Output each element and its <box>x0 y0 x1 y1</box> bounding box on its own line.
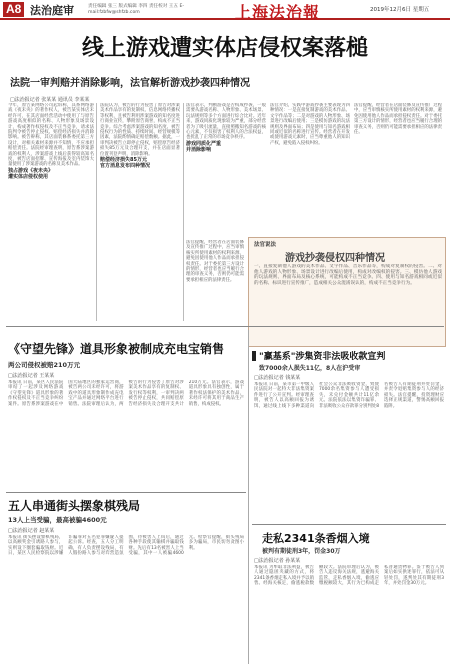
main-section-6: 并消除影响 <box>186 147 212 154</box>
article4-byline: □法治报记者 钱某某 <box>254 375 301 381</box>
main-column-3 <box>186 103 266 233</box>
main-column-1 <box>8 103 94 321</box>
column-divider <box>96 103 97 321</box>
page-number: A8 <box>3 2 24 17</box>
section-divider <box>6 492 246 493</box>
main-col5-text: 法官提醒，经营者在店面装修及宣传推广过程中，应当审慎核实所使用素材的权利来源，避免因使用他人作品而承担侵权责任。对于委托第三方设计的情形，经营者也应当履行合理的审查义务，否则仍可能需要承担相应的法律责任。 <box>354 103 442 136</box>
column-divider <box>183 103 184 321</box>
main-col2-text: 法院认为，被告的行为侵害了原告对涉案美术作品享有的复制权、信息网络传播权等权利，且被告利用涉案游戏的知名度进行商业宣传，攀附原告商誉，构成不正当竞争。综合考虑涉案游戏的知名度、被告侵权行为的性质、持续时间、经营规模等因素，法院酌情确定赔偿数额。据此，一审判决被告立即停止侵权，赔偿原告经济损失85万元及合理开支，并在店面显著位置刊登声明，消除影响。 <box>100 103 180 157</box>
article5-byline: □法治报记者 孙某某 <box>254 558 301 564</box>
article4-body <box>254 382 444 520</box>
editor-info: 责任编辑 张三 版式编辑 李四 责任校对 王五 E-mail:fzbfw@shfzb.com <box>88 4 185 15</box>
main-section-1: 独占游戏《夜未央》 <box>8 167 54 174</box>
article2-body <box>8 380 244 488</box>
article3-subhead: 13人上当受骗，最高被骗4600元 <box>8 516 107 524</box>
main-byline: □法治报记者 张某某 通讯员 李某某 <box>10 97 90 103</box>
article4-headline: "赢基系"涉集资非法吸收款宣判 <box>259 352 386 362</box>
article4-text: 本报讯 日前，某市第一中级人民法院对一起特大非法集资案件进行了公开宣判。经审理查明，被告人以高额回报为诱饵，通过线上线下多种渠道向社会公众非法吸收资金，致使7000余名集资参与人遭受损失，未兑付金额共计11亿余元。法院依法以集资诈骗罪、非法吸收公众存款罪分别判处8名被告人有期徒刑并处罚金，并责令退赔集资参与人的经济损失。法官提醒，投资理财应选择正规渠道，警惕高额回报陷阱。 <box>254 382 444 409</box>
main-section-4: 官方消息发布四种情况 <box>100 163 151 170</box>
box-text: 一、直接复制他人游戏的美术作品、文字作品、音乐作品等，构成对复制权的侵害。二、对他人游戏的人物形象、场景设计进行改编后使用，构成对改编权的侵害。三、模仿他人游戏的玩法规则、界面布局及核心系统，可能构成不正当竞争。四、使用与知名游戏相同或近似的名称、标识进行宣传推广，造成相关公众混淆误认的，构成不正当竞争行为。 <box>254 264 442 286</box>
article2-headline: 《守望先锋》道具形象被制成充电宝销售 <box>8 342 225 356</box>
issue-date: 2019年12月6日 星期五 <box>370 7 430 13</box>
box-label: 法官说法 <box>254 242 277 248</box>
box-title: 游戏抄袭侵权四种情况 <box>285 253 385 264</box>
main-column-5 <box>354 103 442 233</box>
section-divider <box>6 326 444 327</box>
article2-text: 本报讯 日前，某区人民法院审结了一起涉及网络游戏《守望先锋》道具形象的著作权侵权及不正当竞争纠纷案件。原告系涉案游戏在中国大陆地区的独家运营商，被告两公司未经许可，将游戏中的道具形象制作成充电宝产品并通过网络平台进行销售。法院审理后认为，两被告的行为侵害了原告对涉案美术作品享有的复制权、发行权等权利，一审判决两被告停止侵权，共同赔偿原告经济损失及合理开支共计210万元。法官表示，游戏道具形象具有独创性，属于著作权法保护的美术作品，未经许可将其用于商品生产销售，构成侵权。 <box>8 380 244 407</box>
main-column-6 <box>186 240 244 321</box>
main-col3-text: 法官表示，判断游戏是否构成抄袭，一般需要从游戏名称、人物形象、美术场景、玩法规则等多个方面进行综合比对。近年来，游戏同质化现象较为严重，部分经营者为了吸引流量，直接照搬知名游戏的核心元素，不仅损害了权利人的合法权益，也扰乱了正常的市场竞争秩序。 <box>186 103 266 141</box>
article4-subhead: 致7000余人损失11亿，8人在沪受审 <box>259 365 361 372</box>
page-header <box>0 0 450 20</box>
main-section-5: 游戏同质化严重 <box>186 140 222 147</box>
section-name: 法治庭审 <box>30 4 74 17</box>
article5-text: 本报讯 为牟取非法利益，被告人通过隐匿夹藏的方式，将2341条香烟走私入境并予以销售。经海关核定，偷逃税款数额较大。法院审理后认为，被告人违反海关法规，逃避海关监管，走私香烟入境，偷逃应缴税额较大，其行为已构成走私普通货物罪。鉴于被告人到案后如实供述罪行，依法可从轻处罚，遂判处其有期徒刑3年，并处罚金30万元。 <box>254 565 444 587</box>
article3-body <box>8 535 244 663</box>
article5-headline: 走私2341条香烟入境 <box>262 532 370 545</box>
main-subhead: 法院一审判赔并消除影响，法官解析游戏抄袭四种情况 <box>10 78 250 89</box>
main-col4-text: 法官介绍，实践中游戏抄袭主要表现为四种情况：一是直接复制游戏的美术作品、文字作品等；二是对游戏的人物形象、场景进行改编后使用；三是模仿游戏的玩法规则及界面布局；四是使用与知名游戏相同或近似的名称进行宣传。经营者在开发或使用游戏元素时，应当尊重他人的知识产权，避免陷入侵权纠纷。 <box>270 103 350 146</box>
column-divider <box>248 330 249 664</box>
main-section-2: 遭实体店侵权使用 <box>8 174 49 181</box>
article2-subhead: 两公司侵权被赔210万元 <box>8 361 81 369</box>
main-col6-text: 法官提醒，经营者在店面装修及宣传推广过程中，应当审慎核实所使用素材的权利来源，避免因使用他人作品而承担侵权责任。对于委托第三方设计的情形，经营者也应当履行合理的审查义务，否则仍可能需要承担相应的法律责任。 <box>186 240 244 283</box>
headline-marker <box>252 351 256 361</box>
article5-subhead: 被判有期徒刑3年，罚金30万 <box>262 548 341 555</box>
article3-byline: □法治报记者 赵某某 <box>8 528 55 534</box>
main-section-3: 赔偿经济损失85万元 <box>100 157 147 164</box>
article2-byline: □法治报记者 王某某 <box>8 373 55 379</box>
article3-headline: 五人串通街头摆象棋残局 <box>8 499 141 513</box>
main-column-2 <box>100 103 180 321</box>
main-col1-text: 今年，原告某网络公司起诉称，其系网络游戏《夜未央》的著作权人，被告某实体店未经许可，在其店面经营活动中使用了与原告游戏高度相似的名称、人物形象及场景设计，构成著作权侵权及不正当竞争，请求法院判令被告停止侵权、赔偿经济损失并消除影响。被告辩称，其店面装修系委托第三方设计，对相关素材来源并不知情，不应承担赔偿责任。法院经审理查明，原告系涉案游戏的权利人，涉案游戏上线后获得较高知名度，被告店面招牌、宣传海报及室内装饰大量使用了涉案游戏的名称及美术作品。 <box>8 103 94 168</box>
main-headline: 线上游戏遭实体店侵权案落槌 <box>81 36 368 61</box>
masthead: 上海法治報 <box>235 3 321 22</box>
article5-body <box>254 565 444 663</box>
article3-text: 本报讯 街头摆设象棋残局，以高额奖金引诱路人参与，实则设下圈套骗取钱财。近日，某区人民检察院以涉嫌诈骗罪对五名犯罪嫌疑人提起公诉。经查，五人分工明确，有人负责摆设残局，有人假扮路人参与对弈营造氛围，待被害人上钩后，通过各种手段使其输棋并骗取钱财。先后有13名被害人上当受骗，其中一人被骗4600元。检察官提醒，街头残局多为骗局，市民切勿贪图小利。 <box>8 535 244 557</box>
main-column-4 <box>270 103 350 233</box>
section-divider <box>252 524 446 525</box>
